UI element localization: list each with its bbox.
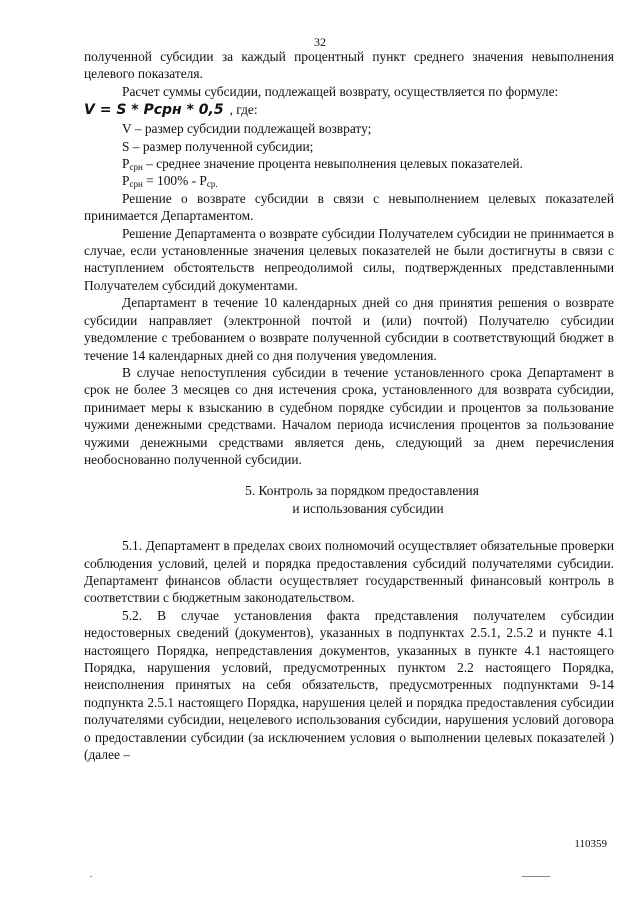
paragraph-notification: Департамент в течение 10 календарных дней со дня принятия решения о возврате субсидии направляет (электронной почтой и (или) почтой) Получателю субсидии уведомление с требованием о возврате полученной субсидии в соответствующий бюджет в течение 14 календарных дней со дня получения уведомления. [84, 295, 614, 363]
paragraph-5-2: 5.2. В случае установления факта представления получателем субсидии недостоверных сведений (документов), указанных в подпунктах 2.5.1, 2.5.2 и пункте 4.1 настоящего Порядка, непредставления документов, указанных в пункте 4.1 настоящего Порядка, нарушения условий, предусмотренных пунктом 2.2 настоящего Порядка, неисполнения принятых на себя обязательств, предусмотренных подпунктами 9-14 подпункта 2.5.1 настоящего Порядка, нарушения целей и порядка предоставления субсидии получателями субсидии, нецелевого использования субсидии, нарушения условий договора о предоставлении субсидии (за исключением условия о выполнении целевых показателей ) (далее – [84, 607, 614, 763]
section-heading [84, 482, 614, 517]
section-heading-line1: 5. Контроль за порядком предоставления [245, 483, 479, 499]
scan-mark [90, 876, 92, 877]
paragraph-decision: Решение о возврате субсидии в связи с невыполнением целевых показателей принимается Департаментом. [84, 190, 614, 224]
document-body [84, 48, 614, 763]
formula-suffix: , где: [229, 102, 258, 118]
paragraph-5-1: 5.1. Департамент в пределах своих полномочий осуществляет обязательные проверки соблюдения условий, целей и порядка предоставления субсидий получателями субсидии. Департамент финансов области осуществляет государственный финансовый контроль в соответствии с бюджетным законодательством. [84, 538, 614, 606]
paragraph-enforcement: В случае непоступления субсидии в течение установленного срока Департамент в срок не более 3 месяцев со дня истечения срока, установленного для возврата субсидии, принимает меры к взысканию в судебном порядке субсидии и процентов за пользование чужими денежными средствами. Началом периода исчисления процентов за пользование чужими денежными средствами является день, следующий за днем перечисления необоснованно полученной субсидии. [84, 364, 614, 467]
paragraph-formula-intro: Расчет суммы субсидии, подлежащей возврату, осуществляется по формуле: [122, 83, 559, 99]
definition-p: $P_{срн}$ – среднее значение процента невыполнения целевых показателей. [122, 156, 523, 173]
definition-v: V – размер субсидии подлежащей возврату; [122, 121, 372, 137]
scan-mark [522, 876, 550, 877]
page-number: 32 [314, 35, 326, 49]
paragraph-continuation: полученной субсидии за каждый процентный пункт среднего значения невыполнения целевого показателя. [84, 49, 614, 82]
section-heading-line2: и использования субсидии [292, 500, 444, 516]
definition-s: S – размер полученной субсидии; [122, 138, 314, 154]
paragraph-exception: Решение Департамента о возврате субсидии Получателем субсидии не принимается в случае, если установленные значения целевых показателей не были достигнуты в связи с наступлением обстоятельств непреодолимой силы, подтвержденных представленными Получателем субсидий документами. [84, 225, 614, 293]
formula: V = S * Pсрн * 0,5 [84, 102, 224, 119]
formula-line [84, 100, 614, 120]
document-number: 110359 [574, 838, 607, 850]
definition-p-formula: $P_{срн} = 100\% - P_{ср.}$ [122, 173, 218, 190]
